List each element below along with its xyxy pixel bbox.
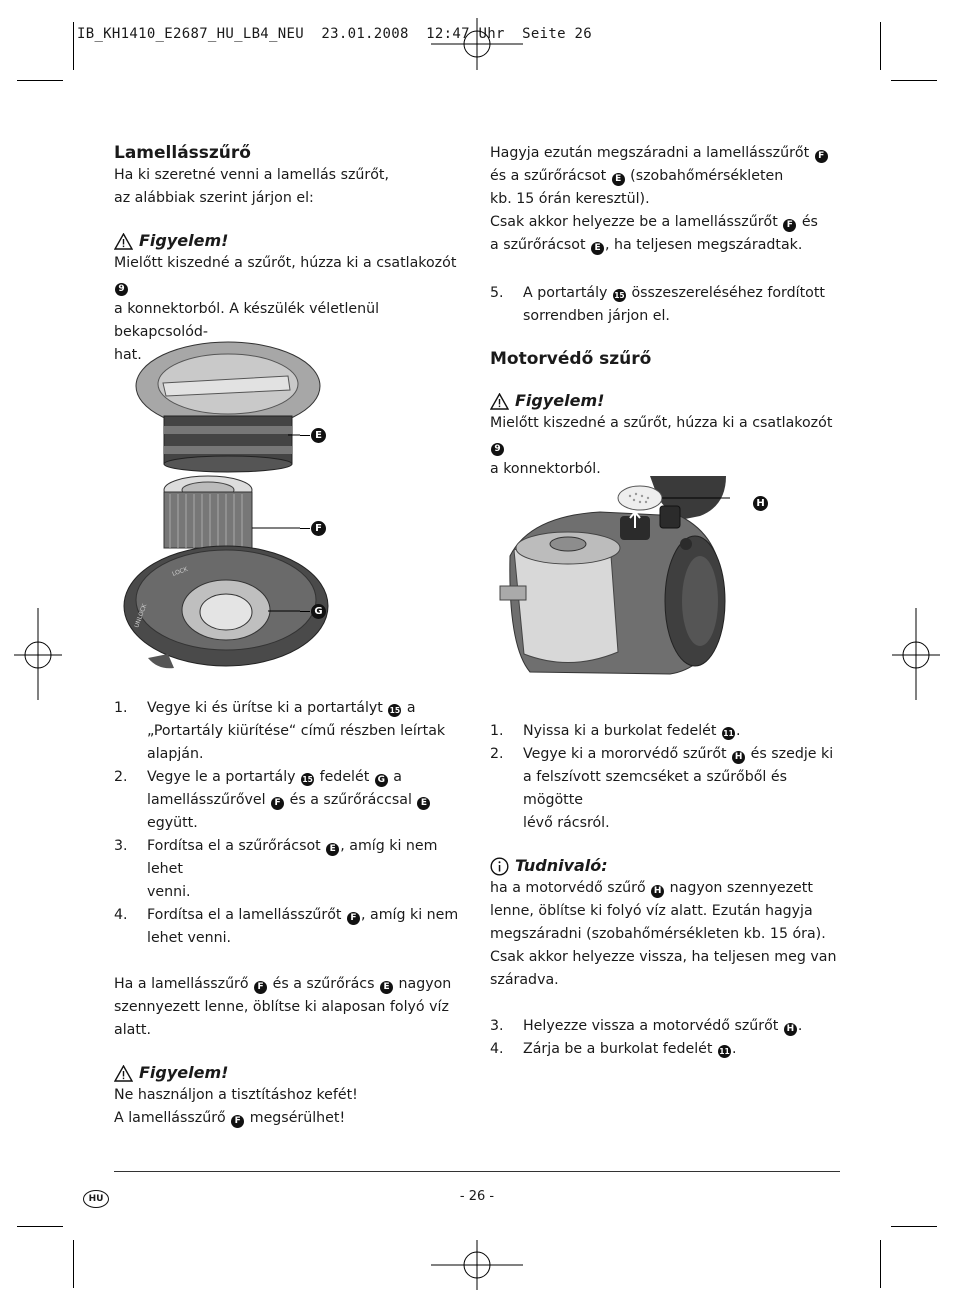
right-lower-text — [490, 720, 840, 1061]
warning-heading: Figyelem! — [114, 1062, 464, 1084]
ref-badge: E — [612, 173, 625, 186]
list-item — [490, 743, 840, 835]
warning-text: a konnektorból. A készülék véletlenül bekapcsolód- — [114, 301, 380, 340]
step-text — [523, 1038, 840, 1061]
info-text: Csak akkor helyezze vissza, ha teljesen meg van — [490, 949, 837, 965]
callout-h: H — [752, 490, 769, 511]
callout-f: F — [300, 518, 326, 538]
info-icon — [490, 857, 509, 876]
text-line: Vegye ki a mororvédő szűrőt H és szedje ki — [523, 746, 834, 762]
list-item — [490, 720, 840, 743]
step-number: 1. — [114, 700, 128, 716]
ref-badge: H — [651, 885, 664, 898]
text-line: Fordítsa el a lamellásszűrőt F , amíg ki nem — [147, 907, 459, 923]
ref-badge: 15 — [302, 775, 313, 784]
step-list — [114, 697, 464, 950]
ref-badge: F — [783, 219, 796, 232]
ref-badge: 11 — [723, 729, 734, 738]
info-text: lenne, öblítse ki folyó víz alatt. Ezután hagyja — [490, 903, 813, 919]
text-line: és a szűrőrácsot E (szobahőmérsékleten — [490, 168, 784, 184]
step-number: 1. — [490, 723, 504, 739]
text-line: alapján. — [147, 746, 204, 762]
step-text — [147, 904, 464, 950]
warning-text: Ne használjon a tisztításhoz kefét! — [114, 1087, 358, 1103]
text-line: Nyissa ki a burkolat fedelét 11 . — [523, 723, 741, 739]
list-item — [490, 1038, 840, 1061]
text-line: Vegye le a portartály 15 fedelét G a — [147, 769, 403, 785]
step-text — [523, 743, 840, 835]
section-title-motor: Motorvédő szűrő — [490, 349, 652, 369]
warning-icon — [114, 233, 133, 250]
warning-text: hat. — [114, 347, 142, 363]
page-number: - 26 - — [459, 1189, 495, 1204]
step-number: 3. — [114, 838, 128, 854]
text-line: a felszívott szemcséket a szűrőből és mögötte — [523, 769, 787, 808]
text-line: kb. 15 órán keresztül). — [490, 191, 650, 207]
warning-heading: Figyelem! — [490, 390, 840, 412]
step-list — [490, 720, 840, 835]
step-list — [490, 1015, 840, 1061]
text-line: Ha a lamellásszűrő F és a szűrőrács E nagyon — [114, 976, 452, 992]
step-text — [147, 835, 464, 904]
ref-badge: G — [375, 774, 388, 787]
step-text — [523, 1015, 840, 1038]
ref-badge: F — [815, 150, 828, 163]
text-line: A portartály 15 összeszereléséhez fordított — [523, 285, 825, 301]
right-upper-text — [490, 142, 840, 481]
language-badge: HU — [83, 1190, 109, 1208]
text-line: „Portartály kiürítése“ című részben leírtak — [147, 723, 446, 739]
ref-badge: E — [417, 797, 430, 810]
section-title-lamella: Lamellásszűrő — [114, 143, 251, 163]
ref-badge: 9 — [115, 283, 128, 296]
text-line: szennyezett lenne, öblítse ki alaposan folyó víz alatt. — [114, 999, 449, 1038]
warning-text: a konnektorból. — [490, 461, 601, 477]
step-number: 2. — [490, 746, 504, 762]
warning-text: Mielőtt kiszedné a szűrőt, húzza ki a csatlakozót 9 — [490, 415, 833, 454]
step-text — [147, 766, 464, 835]
step-number: 2. — [114, 769, 128, 785]
text-line: Helyezze vissza a motorvédő szűrőt H . — [523, 1018, 803, 1034]
text-line: lehet venni. — [147, 930, 232, 946]
ref-badge: F — [271, 797, 284, 810]
text-line: Csak akkor helyezze be a lamellásszűrőt F és — [490, 214, 818, 230]
vacuum-illustration — [490, 476, 730, 690]
filter-assembly-illustration — [118, 338, 338, 676]
ref-badge: 15 — [389, 706, 401, 715]
info-text: ha a motorvédő szűrő H nagyon szennyezett — [490, 880, 813, 896]
ref-badge: E — [326, 843, 339, 856]
info-heading: Tudnivaló: — [490, 855, 840, 877]
list-item — [114, 697, 464, 766]
warning-text: Mielőtt kiszedné a szűrőt, húzza ki a csatlakozót 9 — [114, 255, 457, 294]
text-line: Hagyja ezután megszáradni a lamellásszűrőt F — [490, 142, 840, 165]
list-item — [114, 904, 464, 950]
text-line: Zárja be a burkolat fedelét 11 . — [523, 1041, 737, 1057]
step-text — [523, 282, 840, 328]
ref-badge: F — [231, 1115, 244, 1128]
text-line: Fordítsa el a szűrőrácsot E , amíg ki nem lehet — [147, 838, 438, 877]
list-item — [490, 1015, 840, 1038]
list-item — [114, 766, 464, 835]
left-column — [114, 142, 464, 367]
text-line: Vegye ki és ürítse ki a portartályt 15 a — [147, 700, 416, 716]
ref-badge: 11 — [719, 1047, 730, 1056]
callout-e: E — [300, 425, 326, 445]
info-text: száradva. — [490, 972, 559, 988]
text-line: sorrendben járjon el. — [523, 308, 670, 324]
ref-badge: H — [784, 1023, 797, 1036]
ref-badge: F — [254, 981, 267, 994]
print-slug: IB_KH1410_E2687_HU_LB4_NEU 23.01.2008 12:47 Uhr Seite 26 — [77, 26, 592, 42]
step-text — [523, 720, 840, 743]
step-number: 5. — [490, 285, 504, 301]
intro-line: az alábbiak szerint járjon el: — [114, 190, 314, 206]
ref-badge: E — [591, 242, 604, 255]
info-text: megszáradni (szobahőmérsékleten kb. 15 óra). — [490, 926, 826, 942]
left-lower-text — [114, 697, 464, 1130]
ref-badge: 15 — [614, 291, 625, 300]
step-text — [147, 697, 464, 766]
step-number: 3. — [490, 1018, 504, 1034]
text-line: venni. — [147, 884, 191, 900]
text-line: lévő rácsról. — [523, 815, 610, 831]
list-item — [490, 282, 840, 328]
text-line: a szűrőrácsot E , ha teljesen megszáradtak. — [490, 237, 803, 253]
ref-badge: H — [732, 751, 745, 764]
lock-label: LOCK — [171, 565, 189, 578]
warning-icon — [490, 393, 509, 410]
ref-badge: 9 — [491, 443, 504, 456]
ref-badge: F — [347, 912, 360, 925]
ref-badge: E — [380, 981, 393, 994]
step-number: 4. — [114, 907, 128, 923]
step-list — [490, 282, 840, 328]
callout-g: G — [300, 601, 326, 621]
text-line: lamellásszűrővel F és a szűrőráccsal E együtt. — [147, 789, 464, 835]
warning-text: A lamellásszűrő F megsérülhet! — [114, 1110, 346, 1126]
intro-line: Ha ki szeretné venni a lamellás szűrőt, — [114, 167, 389, 183]
step-number: 4. — [490, 1041, 504, 1057]
warning-heading: Figyelem! — [114, 230, 464, 252]
unlock-label: UNLOCK — [133, 602, 149, 629]
warning-icon — [114, 1065, 133, 1082]
list-item — [114, 835, 464, 904]
